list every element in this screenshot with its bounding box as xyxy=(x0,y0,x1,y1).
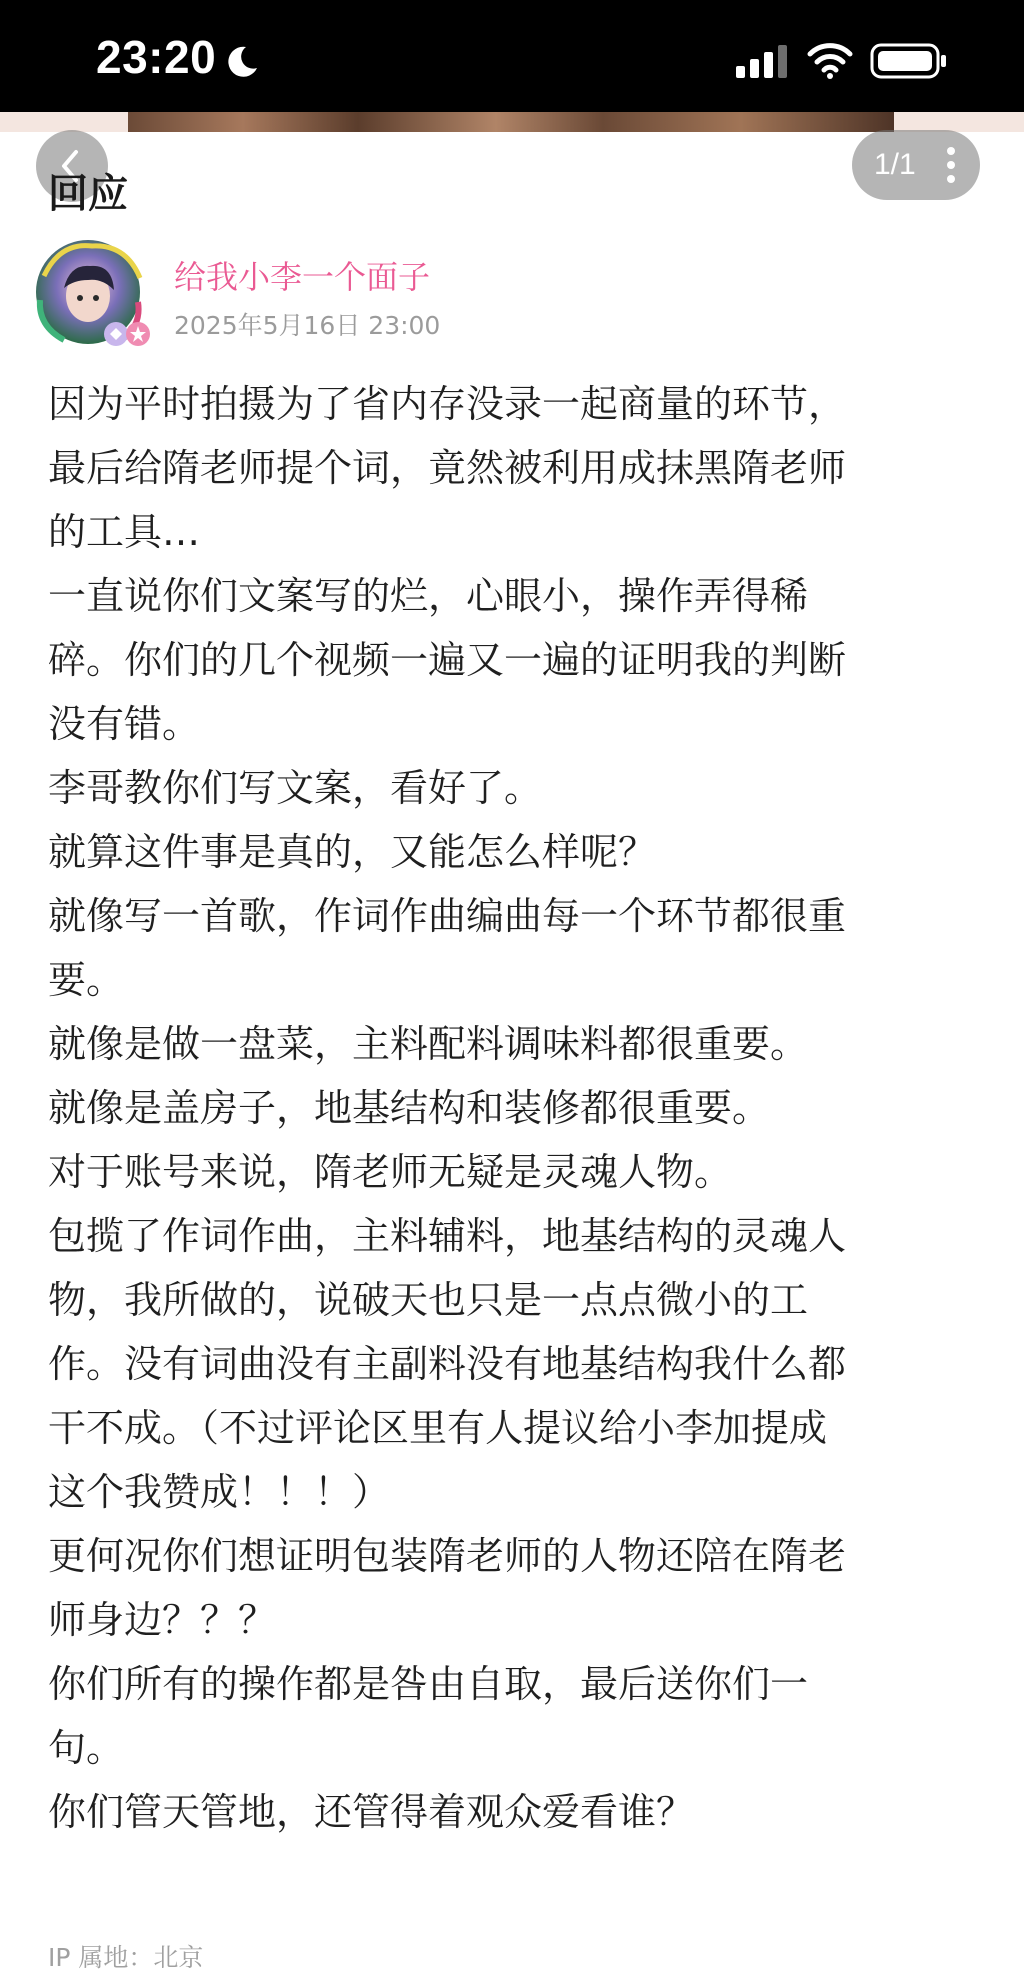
post-line: 要。 xyxy=(48,958,125,1002)
post-line: 这个我赞成！！！） xyxy=(48,1470,391,1514)
status-time: 23:20 xyxy=(96,31,217,83)
post-line: 就像写一首歌，作词作曲编曲每一个环节都很重 xyxy=(48,894,847,938)
post-line: 就算这件事是真的，又能怎么样呢？ xyxy=(48,830,657,874)
page-indicator[interactable] xyxy=(852,130,980,200)
author-name[interactable]: 给我小李一个面子 xyxy=(174,258,431,296)
post-body xyxy=(48,372,984,1844)
post-line: 干不成。（不过评论区里有人提议给小李加提成 xyxy=(48,1406,828,1450)
header-photo xyxy=(128,112,894,132)
post-line: 你们管天管地，还管得着观众爱看谁？ xyxy=(48,1790,695,1834)
post-line: 更何况你们想证明包装隋老师的人物还陪在隋老 xyxy=(48,1534,847,1578)
post-line: 最后给隋老师提个词，竟然被利用成抹黑隋老师 xyxy=(48,446,847,490)
post-line: 作。没有词曲没有主副料没有地基结构我什么都 xyxy=(48,1342,847,1386)
post-line: 一直说你们文案写的烂，心眼小，操作弄得稀 xyxy=(48,574,809,618)
post-line: 师身边？？？ xyxy=(48,1598,277,1642)
avatar[interactable] xyxy=(30,236,154,352)
post-line: 没有错。 xyxy=(48,702,201,746)
section-title: 回应 xyxy=(48,171,128,217)
status-bar xyxy=(0,0,1024,112)
post-line: 就像是盖房子，地基结构和装修都很重要。 xyxy=(48,1086,771,1130)
page-indicator-text: 1/1 xyxy=(874,148,916,181)
post-line: 就像是做一盘菜，主料配料调味料都很重要。 xyxy=(48,1022,809,1066)
ip-location: IP 属地：北京 xyxy=(48,1943,204,1972)
post-line: 因为平时拍摄为了省内存没录一起商量的环节， xyxy=(48,382,847,426)
wifi-icon xyxy=(806,40,854,80)
signal-icon xyxy=(734,44,792,78)
post-line: 碎。你们的几个视频一遍又一遍的证明我的判断 xyxy=(48,638,847,682)
post-line: 你们所有的操作都是咎由自取，最后送你们一 xyxy=(48,1662,809,1706)
post-line: 句。 xyxy=(48,1726,125,1770)
post-line: 物，我所做的，说破天也只是一点点微小的工 xyxy=(48,1278,809,1322)
more-vertical-icon[interactable] xyxy=(944,144,958,186)
post-line: 包揽了作词作曲，主料辅料，地基结构的灵魂人 xyxy=(48,1214,847,1258)
post-line: 李哥教你们写文案，看好了。 xyxy=(48,766,543,810)
moon-icon xyxy=(224,44,260,80)
battery-icon xyxy=(870,42,948,80)
post-line: 的工具… xyxy=(48,510,201,554)
image-strip xyxy=(0,112,1024,132)
post-line: 对于账号来说，隋老师无疑是灵魂人物。 xyxy=(48,1150,733,1194)
post-timestamp: 2025年5月16日 23:00 xyxy=(174,311,441,340)
